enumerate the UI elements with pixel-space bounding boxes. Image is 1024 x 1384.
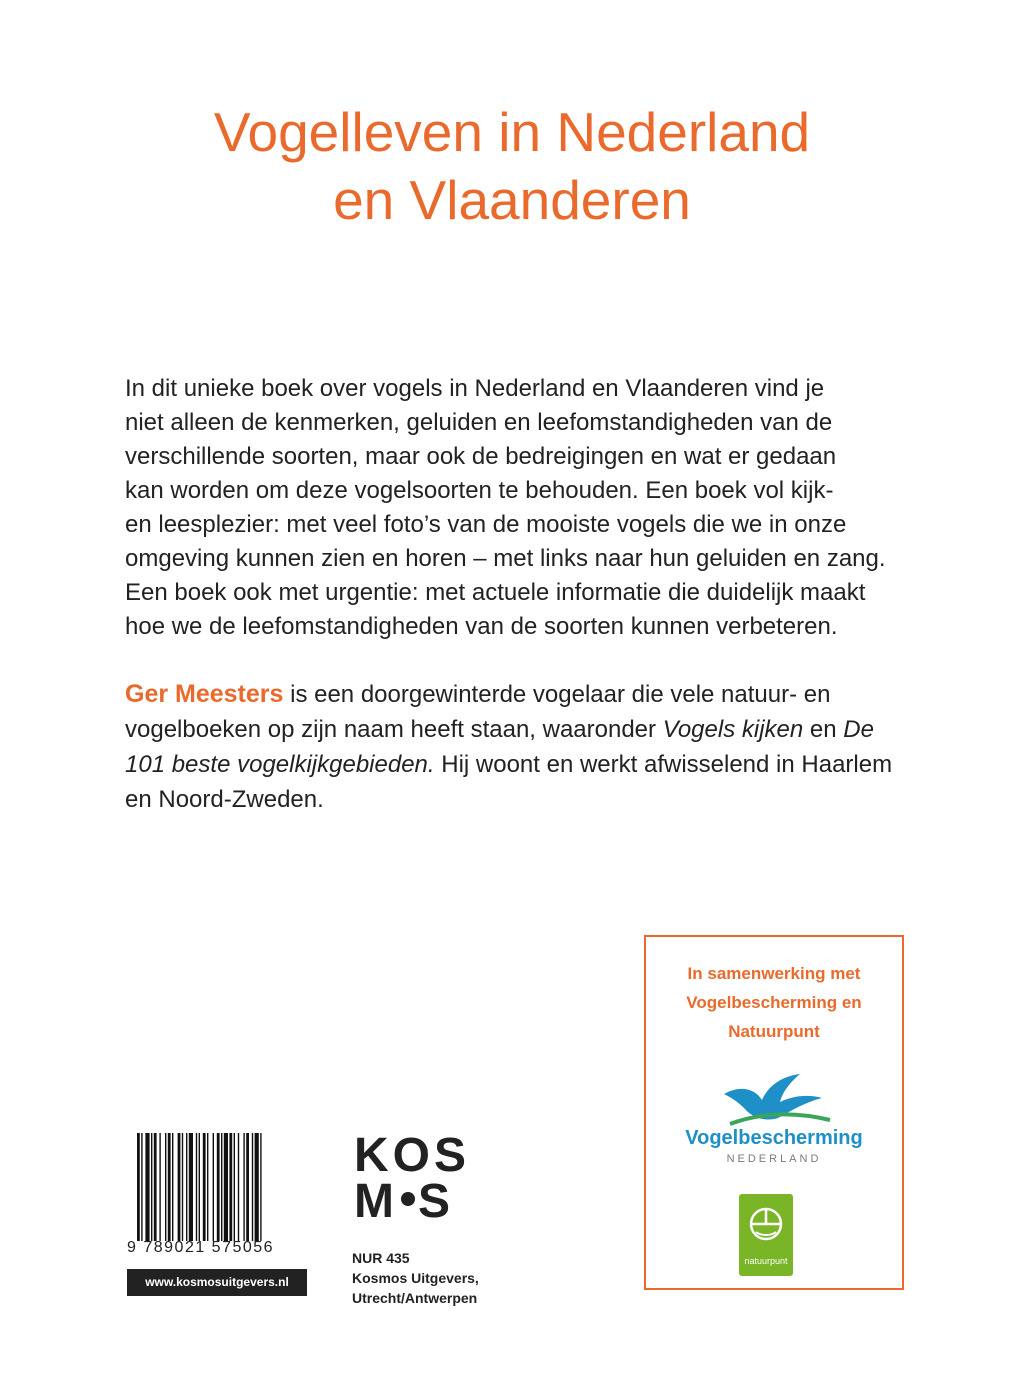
- author-bio-line-4: en Noord-Zweden.: [125, 786, 324, 813]
- barcode-bar: [255, 1133, 259, 1241]
- book-title: [0, 98, 1024, 234]
- barcode-bar: [186, 1133, 187, 1241]
- barcode-bar: [165, 1133, 166, 1241]
- barcode-bar: [229, 1133, 232, 1241]
- description-line: hoe we de leefomstandigheden van de soorten kunnen verbeteren.: [125, 613, 838, 640]
- kosmos-logo-row-1: KOS: [354, 1129, 471, 1182]
- vogelbescherming-bird-icon: [722, 1072, 832, 1132]
- description-line: en leesplezier: met veel foto’s van de mooiste vogels die we in onze: [125, 511, 847, 538]
- publisher-info: [352, 1248, 479, 1308]
- barcode-bar: [151, 1133, 152, 1241]
- collaboration-text: [646, 959, 902, 1046]
- vogelbescherming-logo-subtext: NEDERLAND: [726, 1153, 822, 1165]
- description-line: Een boek ook met urgentie: met actuele informatie die duidelijk maakt: [125, 579, 866, 606]
- author-bio-line-3: [125, 747, 925, 782]
- barcode-bar: [159, 1133, 160, 1241]
- isbn-number: 9 789021 575056: [127, 1239, 275, 1256]
- vogelbescherming-logo-text: Vogelbescherming: [685, 1127, 863, 1149]
- book-reference: De: [843, 716, 874, 743]
- author-name: Ger Meesters: [125, 680, 284, 708]
- barcode-bars: [137, 1133, 299, 1241]
- natuurpunt-emblem-icon: [739, 1194, 793, 1254]
- barcode-bar: [154, 1133, 157, 1241]
- barcode-bar: [246, 1133, 249, 1241]
- barcode-bar: [196, 1133, 197, 1241]
- barcode-bar: [234, 1133, 235, 1241]
- kosmos-logo: [354, 1129, 471, 1228]
- publisher-city: Utrecht/Antwerpen: [352, 1290, 478, 1306]
- author-bio-line-1: [125, 677, 925, 712]
- description-line: kan worden om deze vogelsoorten te behouden. Een boek vol kijk-: [125, 477, 834, 504]
- collaboration-line: Natuurpunt: [728, 1022, 820, 1041]
- website-url: www.kosmosuitgevers.nl: [127, 1269, 307, 1296]
- kosmos-logo-letter: S: [417, 1175, 454, 1228]
- book-reference: 101 beste vogelkijkgebieden.: [125, 751, 435, 778]
- barcode-bar: [243, 1133, 244, 1241]
- kosmos-logo-row-2: [354, 1175, 464, 1228]
- barcode: [127, 1133, 307, 1273]
- barcode-bar: [221, 1133, 222, 1241]
- book-description: [125, 372, 925, 644]
- barcode-bar: [178, 1133, 181, 1241]
- natuurpunt-label: natuurpunt: [744, 1256, 788, 1266]
- author-bio: [125, 677, 925, 817]
- author-bio-text: vogelboeken op zijn naam heeft staan, waaronder: [125, 716, 663, 743]
- barcode-bar: [260, 1133, 261, 1241]
- collaboration-line: In samenwerking met: [687, 964, 861, 983]
- barcode-bar: [141, 1133, 142, 1241]
- barcode-bar: [137, 1133, 140, 1241]
- barcode-bar: [238, 1133, 239, 1241]
- natuurpunt-logo: [739, 1194, 793, 1276]
- description-line: verschillende soorten, maar ook de bedreigingen en wat er gedaan: [125, 443, 837, 470]
- barcode-bar: [203, 1133, 206, 1241]
- title-line-1: Vogelleven in Nederland: [213, 101, 811, 163]
- barcode-bar: [189, 1133, 193, 1241]
- kosmos-logo-dot-icon: [401, 1192, 415, 1206]
- barcode-bar: [182, 1133, 183, 1241]
- barcode-bar: [145, 1133, 149, 1241]
- barcode-bar: [172, 1133, 173, 1241]
- barcode-bar: [207, 1133, 208, 1241]
- description-line: omgeving kunnen zien en horen – met links naar hun geluiden en zang.: [125, 545, 886, 572]
- author-bio-text: en: [803, 716, 844, 743]
- barcode-bar: [168, 1133, 171, 1241]
- book-reference: Vogels kijken: [662, 716, 804, 743]
- kosmos-logo-letter: M: [354, 1175, 398, 1228]
- description-line: niet alleen de kenmerken, geluiden en leefomstandigheden van de: [125, 409, 833, 436]
- publisher-name: Kosmos Uitgevers,: [352, 1270, 479, 1286]
- description-line: In dit unieke boek over vogels in Nederland en Vlaanderen vind je: [125, 375, 825, 402]
- title-line-2: en Vlaanderen: [333, 169, 691, 231]
- author-bio-line-2: [125, 712, 925, 747]
- barcode-bar: [199, 1133, 200, 1241]
- author-bio-text: Hij woont en werkt afwisselend in Haarlem: [434, 751, 893, 778]
- nur-code: NUR 435: [352, 1250, 410, 1266]
- author-bio-text: is een doorgewinterde vogelaar die vele natuur- en: [283, 681, 831, 708]
- barcode-bar: [213, 1133, 214, 1241]
- barcode-bar: [252, 1133, 253, 1241]
- collaboration-line: Vogelbescherming en: [686, 993, 862, 1012]
- collaboration-box: [644, 935, 904, 1290]
- barcode-bar: [217, 1133, 220, 1241]
- barcode-bar: [224, 1133, 228, 1241]
